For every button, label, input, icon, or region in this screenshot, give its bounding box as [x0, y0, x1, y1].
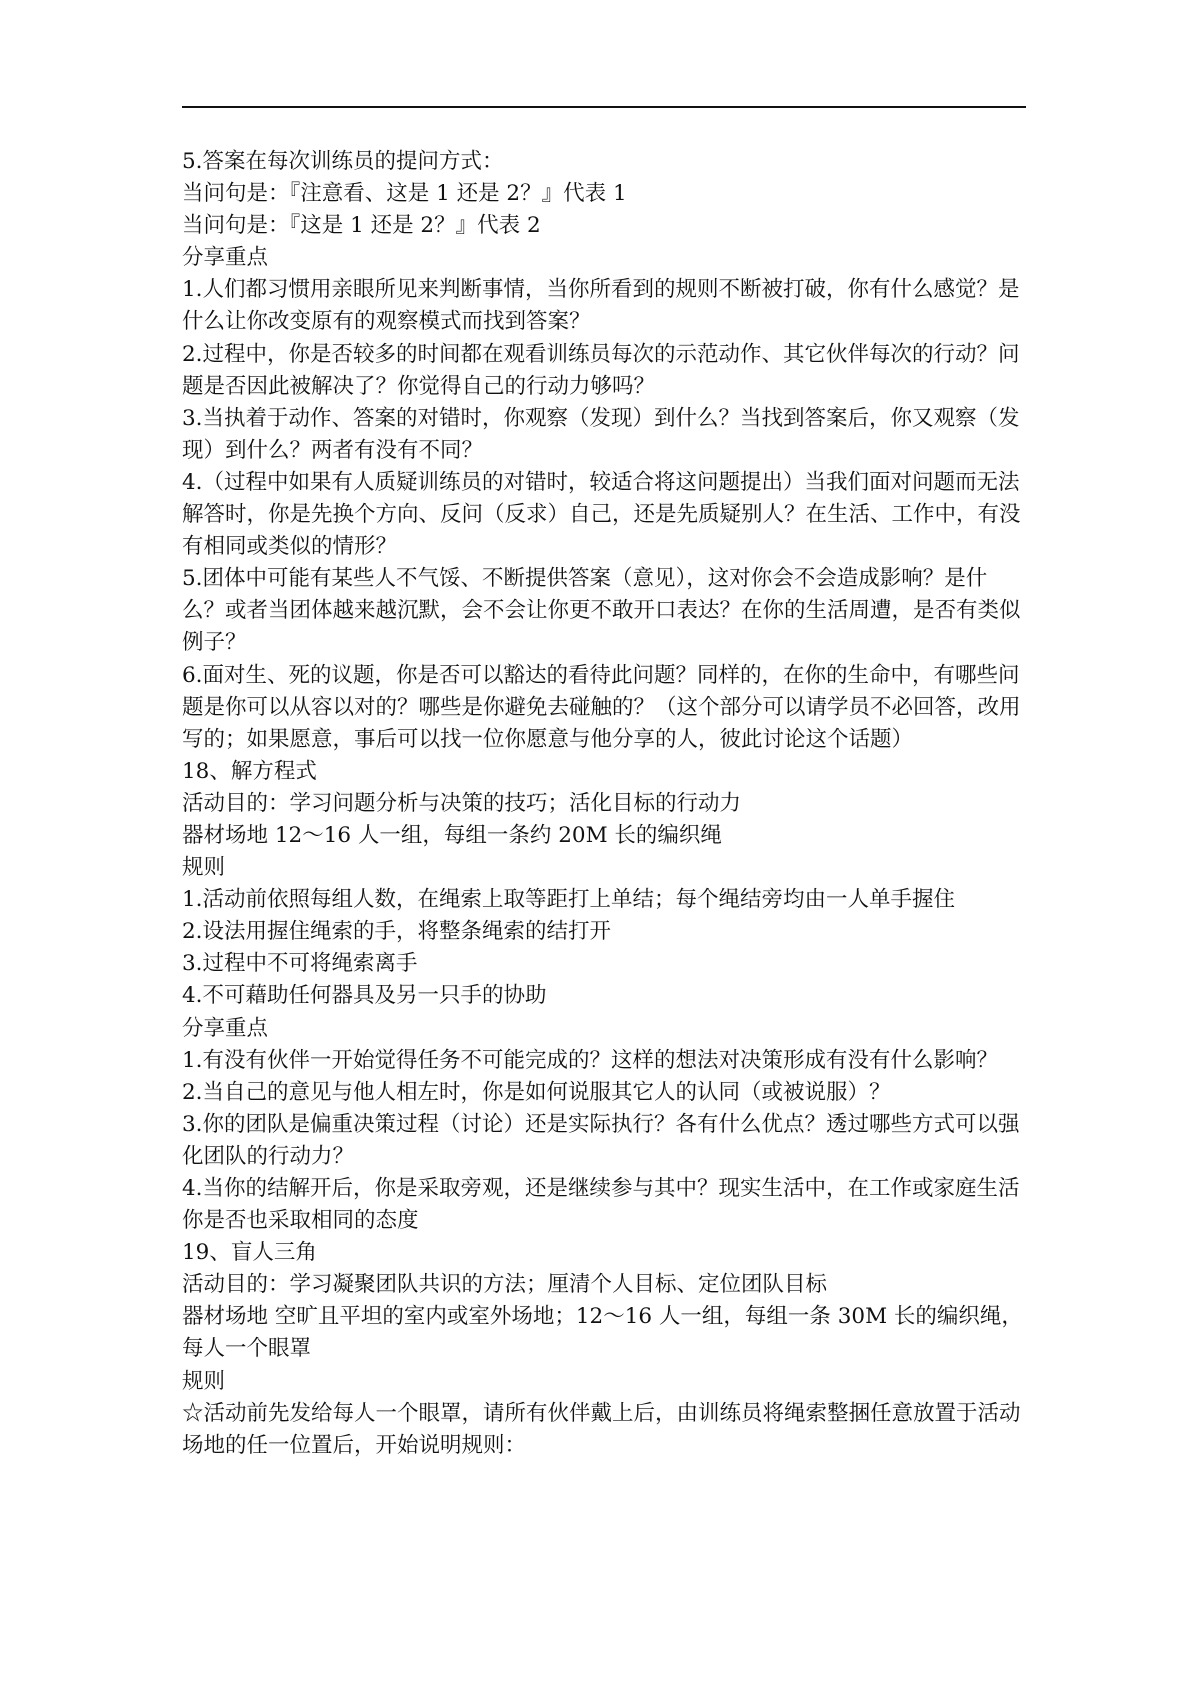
paragraph: 当问句是：『注意看、这是 1 还是 2？』代表 1 — [182, 181, 627, 207]
section-heading: 分享重点 — [182, 1015, 269, 1041]
section-heading: 规则 — [182, 1368, 226, 1394]
paragraph: 4.当你的结解开后，你是采取旁观，还是继续参与其中？现实生活中，在工作或家庭生活你是否也采取相同的态度 — [182, 1176, 1020, 1234]
section-heading: 规则 — [182, 855, 226, 881]
paragraph: 2.设法用握住绳索的手，将整条绳索的结打开 — [182, 919, 612, 945]
paragraph: 5.答案在每次训练员的提问方式： — [182, 149, 504, 174]
paragraph: 2.当自己的意见与他人相左时，你是如何说服其它人的认同（或被说服）？ — [182, 1079, 891, 1105]
paragraph: 6.面对生、死的议题，你是否可以豁达的看待此问题？同样的，在你的生命中，有哪些问题是你可以从容以对的？哪些是你避免去碰触的？（这个部分可以请学员不必回答，改用写的；如果愿意，事后可以找一位你愿意与他分享的人，彼此讨论这个话题） — [182, 662, 1021, 752]
paragraph: ☆活动前先发给每人一个眼罩，请所有伙伴戴上后，由训练员将绳索整捆任意放置于活动场地的任一位置后，开始说明规则： — [182, 1400, 1021, 1458]
paragraph: 5.团体中可能有某些人不气馁、不断提供答案（意见），这对你会不会造成影响？是什么？或者当团体越来越沉默，会不会让你更不敢开口表达？在你的生活周遭，是否有类似例子？ — [182, 566, 1021, 656]
document-body — [182, 146, 1026, 1462]
paragraph: 4.不可藉助任何器具及另一只手的协助 — [182, 983, 547, 1009]
paragraph: 活动目的：学习问题分析与决策的技巧；活化目标的行动力 — [182, 790, 742, 816]
paragraph: 1.有没有伙伴一开始觉得任务不可能完成的？这样的想法对决策形成有没有什么影响？ — [182, 1047, 999, 1073]
paragraph: 活动目的：学习凝聚团队共识的方法；厘清个人目标、定位团队目标 — [182, 1272, 828, 1298]
paragraph: 4.（过程中如果有人质疑训练员的对错时，较适合将这问题提出）当我们面对问题而无法解答时，你是先换个方向、反问（反求）自己，还是先质疑别人？在生活、工作中，有没有相同或类似的情形？ — [182, 469, 1021, 560]
paragraph: 器材场地 12～16 人一组，每组一条约 20M 长的编织绳 — [182, 822, 722, 848]
paragraph: 当问句是：『这是 1 还是 2？』代表 2 — [182, 213, 541, 239]
activity-title: 19、盲人三角 — [182, 1240, 317, 1266]
paragraph: 3.过程中不可将绳索离手 — [182, 951, 418, 977]
paragraph: 1.活动前依照每组人数，在绳索上取等距打上单结；每个绳结旁均由一人单手握住 — [182, 887, 956, 913]
paragraph: 1.人们都习惯用亲眼所见来判断事情，当你所看到的规则不断被打破，你有什么感觉？是什么让你改变原有的观察模式而找到答案？ — [182, 277, 1020, 335]
paragraph: 2.过程中，你是否较多的时间都在观看训练员每次的示范动作、其它伙伴每次的行动？问题是否因此被解决了？你觉得自己的行动力够吗？ — [182, 341, 1020, 399]
paragraph: 3.当执着于动作、答案的对错时，你观察（发现）到什么？当找到答案后，你又观察（发现）到什么？两者有没有不同？ — [182, 405, 1020, 463]
activity-title: 18、解方程式 — [182, 758, 317, 784]
header-rule — [182, 106, 1026, 108]
section-heading: 分享重点 — [182, 245, 269, 271]
paragraph: 器材场地 空旷且平坦的室内或室外场地；12～16 人一组，每组一条 30M 长的编织绳，每人一个眼罩 — [182, 1304, 1023, 1362]
paragraph: 3.你的团队是偏重决策过程（讨论）还是实际执行？各有什么优点？透过哪些方式可以强化团队的行动力？ — [182, 1111, 1020, 1169]
